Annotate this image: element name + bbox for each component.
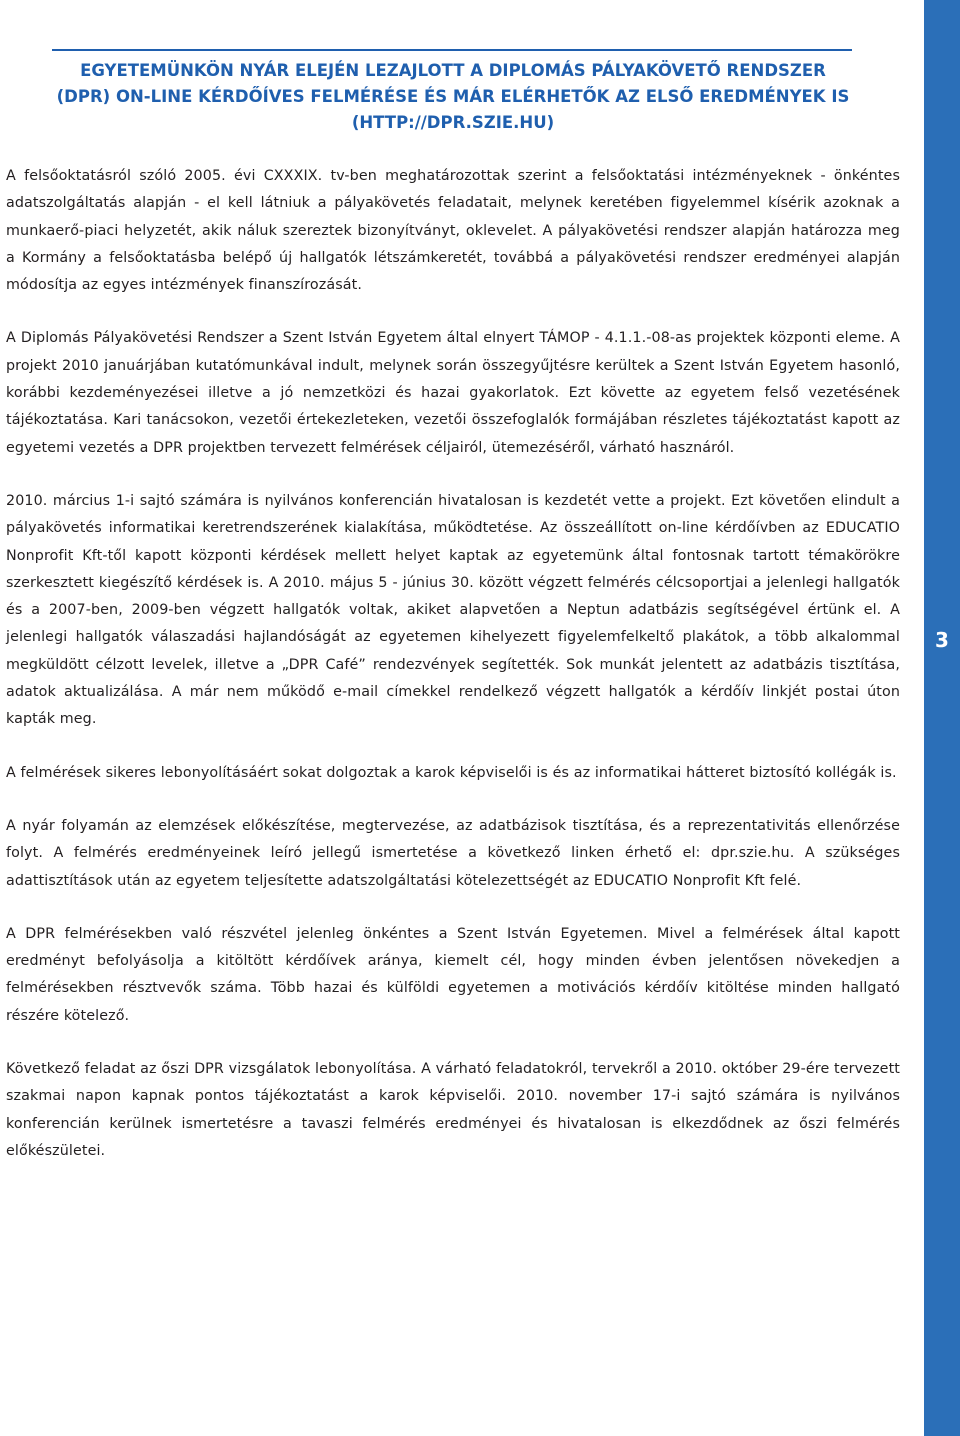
heading-line-3: (HTTP://DPR.SZIE.HU) [351,113,555,132]
heading-line-2: (DPR) ON-LINE KÉRDŐÍVES FELMÉRÉSE ÉS MÁR ELÉRHETŐK AZ ELSŐ EREDMÉNYEK IS [56,87,850,106]
heading-rule [52,49,852,51]
paragraph-acknowledgement: A felmérések sikeres lebonyolításáért sokat dolgoztak a karok képviselői is és az informatikai hátteret biztosító kollégák is. [6,764,897,781]
heading-line-1: EGYETEMÜNKÖN NYÁR ELEJÉN LEZAJLOTT A DIPLOMÁS PÁLYAKÖVETŐ RENDSZER [80,61,826,80]
paragraph-legal-basis: A felsőoktatásról szóló 2005. évi CXXXIX. tv-ben meghatározottak szerint a felsőoktatási intézményeknek - önkéntes adatszolgáltatás alapján - el kell látniuk a pályakövetés feladatait, melynek keretében figyelemmel kísérik azoknak a munkaerő-piaci helyzetét, akik náluk szereztek bizonyítványt, oklevelet. A pályakövetési rendszer alapján határozza meg a Kormány a felsőoktatásba belépő új hallgatók létszámkeretét, továbbá a pályakövetési rendszer eredményei alapján módosítja az egyes intézmények finanszírozását. [6,168,900,294]
paragraph-survey-process: 2010. március 1-i sajtó számára is nyilvános konferencián hivatalosan is kezdetét vette a projekt. Ezt követően elindult a pályakövetés informatikai keretrendszerének kialakítása, működtetése. Az összeállított on-line kérdőívben az EDUCATIO Nonprofit Kft-től kapott központi kérdések mellett helyet kaptak az egyetemünk által fontosnak tartott témakörökre szerkesztett kiegészítő kérdések is. A 2010. május 5 - június 30. között végzett felmérés célcsoportjai a jelenlegi hallgatók és a 2007-ben, 2009-ben végzett hallgatók voltak, akiket alapvetően a Neptun adatbázis segítségével értünk el. A jelenlegi hallgatók válaszadási hajlandóságát az egyetemen kihelyezett figyelemfelkeltő plakátok, a több alkalommal megküldött célzott levelek, illetve a „DPR Café” rendezvények segítették. Sok munkát jelentett az adatbázis tisztítása, adatok aktualizálása. A már nem működő e-mail címekkel rendelkező végzett hallgatók a kérdőív linkjét postai úton kapták meg. [6,492,900,728]
paragraph-project-intro: A Diplomás Pályakövetési Rendszer a Szent István Egyetem által elnyert TÁMOP - 4.1.1.-08-as projektek központi eleme. A projekt 2010 januárjában kutatómunkával indult, melynek során összegyűjtésre kerültek a Szent István Egyetem hasonló, korábbi kezdeményezései illetve a jó nemzetközi és hazai gyakorlatok. Ezt követte az egyetem felső vezetésének tájékoztatása. Kari tanácsokon, vezetői értekezleteken, vezetői összefoglalók formájában részletes tájékoztatást kapott az egyetemi vezetés a DPR projektben tervezett felmérések céljairól, ütemezéséről, várható hasznáról. [6,330,900,456]
article-heading [10,58,896,136]
chapter-side-tab [924,0,960,1436]
article-body [6,163,900,1165]
page-number: 3 [935,628,949,652]
paragraph-summer-analysis: A nyár folyamán az elemzések előkészítése, megtervezése, az adatbázisok tisztítása, és a reprezentativitás ellenőrzése folyt. A felmérés eredményeinek leíró jellegű ismertetése a következő linken érhető el: dpr.szie.hu. A szükséges adattisztítások után az egyetem teljesítette adatszolgáltatási kötelezettségét az EDUCATIO Nonprofit Kft felé. [6,817,900,889]
paragraph-participation: A DPR felmérésekben való részvétel jelenleg önkéntes a Szent István Egyetemen. Mivel a felmérések által kapott eredményt befolyásolja a kitöltött kérdőívek aránya, kiemelt cél, hogy minden évben jelentősen növekedjen a felmérésekben résztvevők száma. Több hazai és külföldi egyetemen a motivációs kérdőív kitöltése minden hallgató részére kötelező. [6,925,900,1024]
paragraph-next-steps: Következő feladat az őszi DPR vizsgálatok lebonyolítása. A várható feladatokról, tervekről a 2010. október 29-ére tervezett szakmai napon kapnak pontos tájékoztatást a karok képviselői. 2010. november 17-i sajtó számára is nyilvános konferencián kerülnek ismertetésre a tavaszi felmérés eredményei és hivatalosan is elkezdődnek az őszi felmérés előkészületei. [6,1061,900,1159]
